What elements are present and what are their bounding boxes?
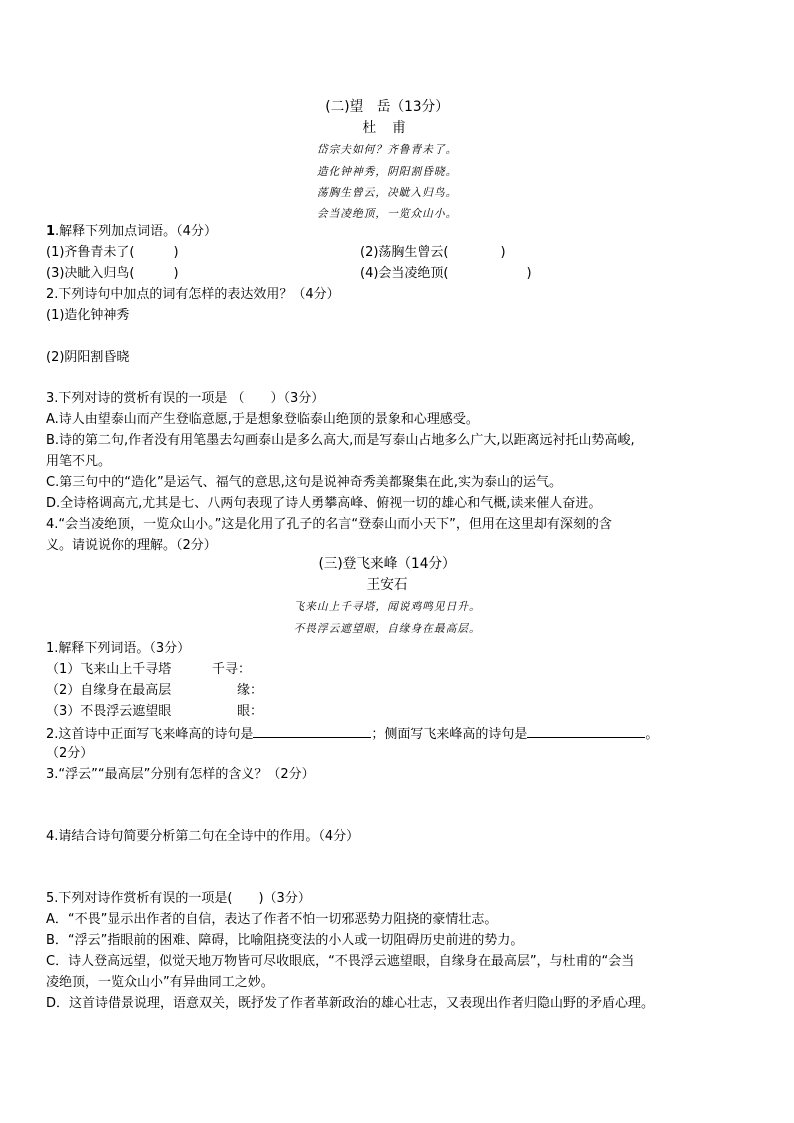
question-2: 2.下列诗句中加点的词有怎样的表达效用？（4分） <box>46 287 340 302</box>
poem-line: 不畏浮云遮望眼，自缘身在最高层。 <box>293 622 481 635</box>
option: A.诗人由望泰山而产生登临意愿,于是想象登临泰山绝顶的景象和心理感受。 <box>46 412 479 427</box>
question-2-score: （2分） <box>46 746 94 761</box>
answer-blank[interactable] <box>253 724 371 738</box>
option: D.全诗格调高亢,尤其是七、八两句表现了诗人勇攀高峰、俯视一切的雄心和气概,读来催人奋进。 <box>46 496 602 511</box>
term-word: 眼： <box>237 704 264 719</box>
poem-line: 造化钟神秀，阴阳割昏晓。 <box>316 165 458 178</box>
question-number: 1 <box>46 224 56 239</box>
option: A．“不畏”显示出作者的自信，表达了作者不怕一切邪恶势力阻挠的豪情壮志。 <box>46 912 498 927</box>
question-3: 3.“浮云”“最高层”分别有怎样的含义？（2分） <box>46 767 315 782</box>
poem-line: 会当凌绝顶，一览众山小。 <box>316 207 458 220</box>
answer-blank[interactable] <box>527 724 645 738</box>
option: B．“浮云”指眼前的困难、障碍，比喻阻挠变法的小人或一切阻碍历史前进的势力。 <box>46 933 524 948</box>
question-3: 3.下列对诗的赏析有误的一项是 （ ）（3分） <box>46 391 325 406</box>
option: 凌绝顶，一览众山小”有异曲同工之妙。 <box>46 975 274 990</box>
question-text: 2.这首诗中正面写飞来峰高的诗句是 <box>46 727 254 742</box>
question-4: 4.请结合诗句简要分析第二句在全诗中的作用。（4分） <box>46 829 360 844</box>
question-4-line: 4.“会当凌绝顶，一览众山小。”这是化用了孔子的名言“登泰山而小天下”，但用在这里却有深刻的含 <box>46 517 612 532</box>
option: C.第三句中的“造化”是运气、福气的意思,这句是说神奇秀美都聚集在此,实为泰山的运气。 <box>46 475 562 490</box>
answer-item: (4)会当凌绝顶( ) <box>360 266 532 281</box>
question-4-line: 义。请说说你的理解。（2分） <box>46 538 217 553</box>
question-text: .解释下列加点词语。（4分） <box>55 224 217 239</box>
option: C．诗人登高远望，似觉天地万物皆可尽收眼底，“不畏浮云遮望眼，自缘身在最高层”，与杜甫的“会当 <box>46 954 635 969</box>
question-1 <box>46 223 217 241</box>
option: 用笔不凡。 <box>46 454 112 469</box>
section3-author: 王安石 <box>366 577 408 593</box>
section2-author: 杜 甫 <box>362 120 412 136</box>
answer-item: (2)荡胸生曾云( ) <box>360 245 506 260</box>
question-text: 。 <box>645 727 659 742</box>
term-sentence: （3）不畏浮云遮望眼 <box>46 704 172 719</box>
question-2 <box>46 724 658 744</box>
poem-line: 飞来山上千寻塔，闻说鸡鸣见日升。 <box>293 600 481 613</box>
question-text: ；侧面写飞来峰高的诗句是 <box>371 727 528 742</box>
section2-title: (二)望 岳（13分） <box>325 99 449 115</box>
sub-item: (2)阴阳割昏晓 <box>46 350 130 365</box>
option: D．这首诗借景说理，语意双关，既抒发了作者革新政治的雄心壮志，又表现出作者归隐山野的矛盾心理。 <box>46 996 655 1011</box>
option: B.诗的第二句,作者没有用笔墨去勾画泰山是多么高大,而是写泰山占地多么广大,以距离远衬托山势高峻, <box>46 433 635 448</box>
term-sentence: （2）自缘身在最高层 <box>46 683 172 698</box>
answer-item: (1)齐鲁青未了( ) <box>46 245 179 260</box>
poem-line: 荡胸生曾云，决眦入归鸟。 <box>316 186 458 199</box>
section3-title: (三)登飞来峰（14分） <box>318 556 456 572</box>
term-word: 千寻： <box>212 662 252 677</box>
question-5: 5.下列对诗作赏析有误的一项是( )（3分） <box>46 891 311 906</box>
sub-item: (1)造化钟神秀 <box>46 308 130 323</box>
poem-line: 岱宗夫如何？齐鲁青未了。 <box>316 143 458 156</box>
question-1: 1.解释下列词语。（3分） <box>46 641 191 656</box>
term-sentence: （1）飞来山上千寻塔 <box>46 662 172 677</box>
answer-item: (3)决眦入归鸟( ) <box>46 266 179 281</box>
term-word: 缘： <box>237 683 264 698</box>
